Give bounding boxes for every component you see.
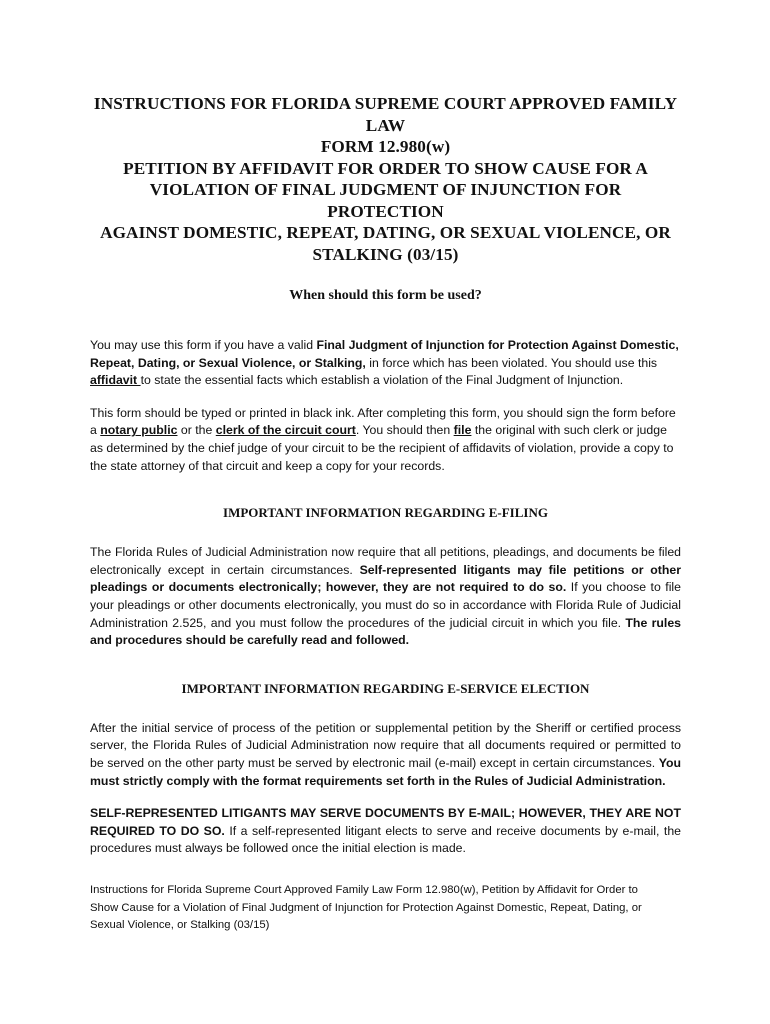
bold-text: clerk of the circuit court xyxy=(215,423,356,438)
text: in force which has been violated. You should use this xyxy=(365,355,658,370)
bold-text: Self-represented litigants may file petitions or other pleadings or documents electronically; however, they are not required to do so. xyxy=(90,562,681,595)
file-term xyxy=(454,423,472,437)
paragraph-eservice xyxy=(90,720,681,790)
bold-text: SELF-REPRESENTED LITIGANTS MAY SERVE DOCUMENTS BY E-MAIL; HOWEVER, THEY ARE NOT REQUIRED TO DO SO. xyxy=(90,806,681,838)
title-line: STALKING (03/15) xyxy=(312,244,459,264)
efiling-heading: IMPORTANT INFORMATION REGARDING E-FILING xyxy=(223,505,548,521)
title-line: VIOLATION OF FINAL JUDGMENT OF INJUNCTION FOR PROTECTION xyxy=(149,180,622,221)
clerk-term xyxy=(216,423,356,437)
eservice-heading: IMPORTANT INFORMATION REGARDING E-SERVICE ELECTION xyxy=(181,680,590,696)
bold-text: Final Judgment of Injunction for Protection Against Domestic, Repeat, Dating, or Sexual Violence, or Stalking, xyxy=(90,338,679,370)
page-footer xyxy=(90,882,680,935)
text: If a self-represented litigant elects to serve and receive documents by e-mail, the procedures must always be followed once the initial election is made. xyxy=(90,823,681,856)
text: After the initial service of process of the petition or supplemental petition by the Sheriff or certified process server, the Florida Rules of Judicial Administration now require that all documents required or permitted to be served on the other party must be served by electronic mail (e-mail) except in certain circumstances. xyxy=(90,720,681,770)
footer-line: Instructions for Florida Supreme Court Approved Family Law Form 12.980(w), Petition by Affidavit for Order to xyxy=(90,884,638,896)
notary-public-term xyxy=(100,423,177,437)
title-line: FORM 12.980(w) xyxy=(320,137,451,156)
bold-text: notary public xyxy=(100,423,178,438)
bold-text: You must strictly comply with the format requirements set forth in the Rules of Judicial Administration. xyxy=(90,755,681,788)
text: the original with such clerk or judge as determined by the chief judge of your circuit to be the recipient of affidavits of violation, provide a copy to the state attorney of that circuit and keep a copy for your records. xyxy=(90,423,674,473)
bold-text: file xyxy=(453,423,472,438)
text: or the xyxy=(177,423,216,438)
paragraph-efiling xyxy=(90,544,681,650)
document-title xyxy=(90,93,681,265)
text: You may use this form if you have a valid xyxy=(90,338,317,352)
affidavit-term xyxy=(90,373,141,387)
bold-text: affidavit xyxy=(90,373,141,388)
text: The Florida Rules of Judicial Administration now require that all petitions, pleadings, and documents be filed electronically except in certain circumstances. xyxy=(90,545,681,577)
text: If you choose to file your pleadings or other documents electronically, you must do so in accordance with Florida Rule of Judicial Administration 2.525, and you must follow the procedures of the judicial circuit in which you file. xyxy=(90,580,681,630)
paragraph-self-represented xyxy=(90,805,681,858)
title-line: INSTRUCTIONS FOR FLORIDA SUPREME COURT APPROVED FAMILY LAW xyxy=(93,94,678,135)
text: to state the essential facts which establish a violation of the Final Judgment of Injunction. xyxy=(140,373,624,388)
text: This form should be typed or printed in black ink. After completing this form, you should sign the form before a xyxy=(90,405,676,438)
paragraph-usage xyxy=(90,337,681,390)
document-page xyxy=(90,93,681,858)
text: . You should then xyxy=(355,423,454,438)
section-question: When should this form be used? xyxy=(289,288,482,303)
title-line: AGAINST DOMESTIC, REPEAT, DATING, OR SEXUAL VIOLENCE, OR xyxy=(100,223,671,242)
paragraph-filing xyxy=(90,405,681,475)
title-line: PETITION BY AFFIDAVIT FOR ORDER TO SHOW CAUSE FOR A xyxy=(123,158,648,178)
footer-line: Sexual Violence, or Stalking (03/15) xyxy=(90,919,270,931)
bold-text: The rules and procedures should be carefully read and followed. xyxy=(90,615,682,648)
footer-line: Show Cause for a Violation of Final Judgment of Injunction for Protection Against Domestic, Repeat, Dating, or xyxy=(90,901,642,914)
